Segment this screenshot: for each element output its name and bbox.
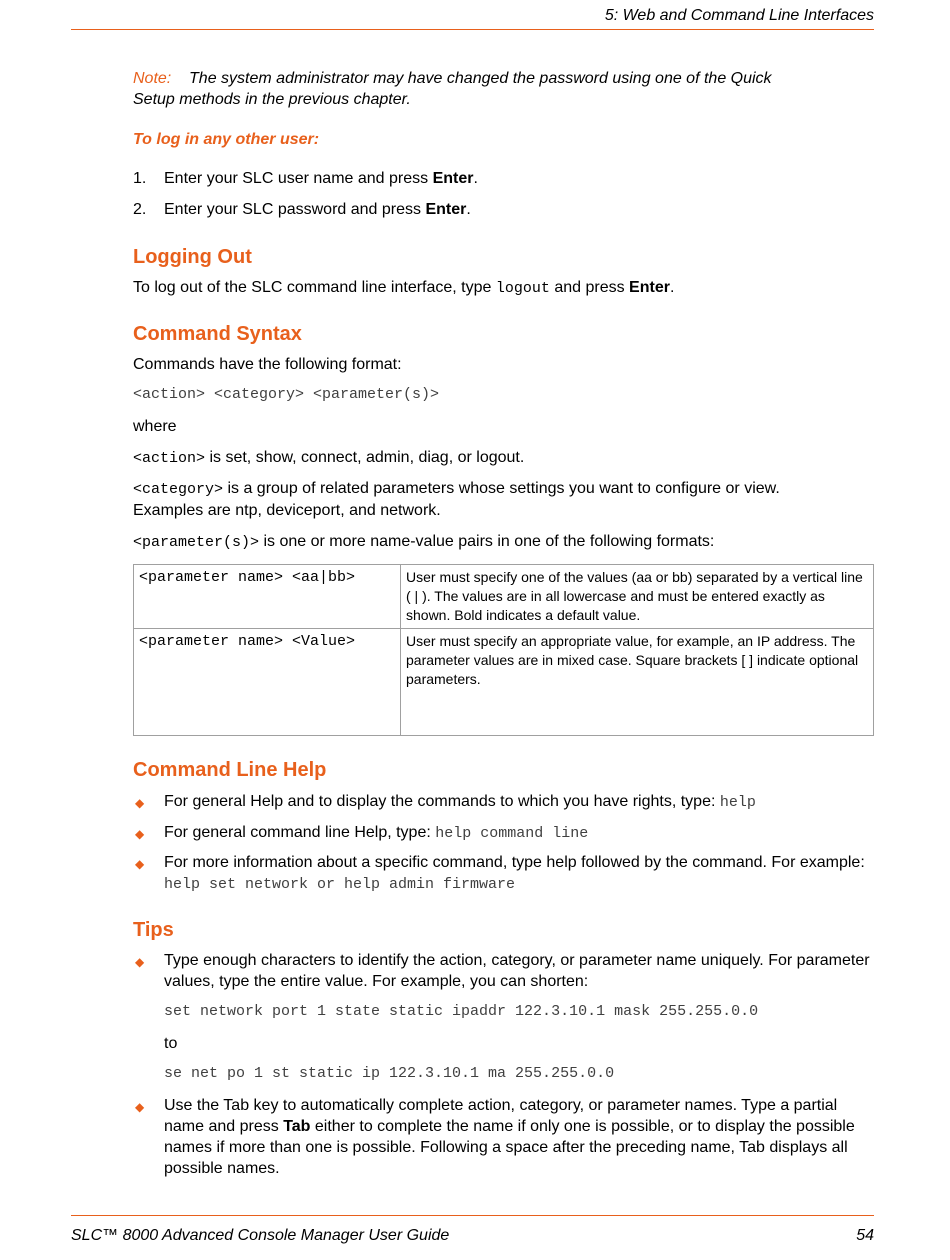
bullet-text: Type enough characters to identify the action, category, or parameter name uniquely. For parameter values, type the entire value. For example, you can shorten: [164,952,870,990]
action-definition [133,447,524,469]
bullet-code: help command line [435,825,589,842]
parameter-text: is one or more name-value pairs in one of the following formats: [259,533,715,550]
diamond-bullet-icon: ◆ [135,1100,145,1114]
category-definition [133,478,853,521]
syntax-format: <action> <category> <parameter(s)> [133,386,440,403]
help-bullet-3 [133,852,874,895]
step-key: Enter [425,201,467,218]
table-row [134,565,874,629]
syntax-where: where [133,418,177,435]
help-bullet-1 [133,791,874,813]
step-end: . [466,201,471,218]
syntax-intro: Commands have the following format: [133,356,402,373]
help-bullet-2 [133,822,874,844]
bullet-code: help set network or help admin firmware [164,876,516,893]
bullet-key: Tab [283,1118,311,1135]
table-cell-format: <parameter name> <Value> [134,629,401,736]
note-label: Note: [133,70,172,87]
bullet-text-end: either to complete the name if only one is possible, or to display the possible names if more than one is possible. Following a space after the preceding name, Tab displays all possible names. [164,1118,855,1177]
step-text: Enter your SLC user name and press [164,170,433,187]
logout-text-end: . [669,279,675,296]
tips-heading: Tips [133,919,174,941]
command-line-help-heading: Command Line Help [133,759,327,781]
category-code: <category> [133,481,224,498]
long-command-example: set network port 1 state static ipaddr 122.3.10.1 mask 255.255.0.0 [164,1003,759,1020]
table-row [134,629,874,736]
parameter-definition [133,531,714,553]
running-header: 5: Web and Command Line Interfaces [604,7,874,24]
diamond-bullet-icon: ◆ [135,827,145,841]
bullet-text: Use the Tab key to automatically complete action, category, or parameter names. Type a partial name and press [164,1097,838,1135]
note-paragraph [133,68,813,110]
logout-text-mid: and press [549,279,630,296]
table-cell-description: User must specify an appropriate value, for example, an IP address. The parameter values are in mixed case. Square brackets [ ] indicate optional parameters. [401,629,874,736]
diamond-bullet-icon: ◆ [135,796,145,810]
step-number: 1. [133,170,147,187]
logout-command: logout [495,280,550,297]
short-command-example: se net po 1 st static ip 122.3.10.1 ma 255.255.0.0 [164,1065,615,1082]
login-step-2 [133,201,471,219]
bullet-text: For general command line Help, type: [164,824,436,841]
tips-bullet-1 [133,950,874,992]
tips-bullet-2 [133,1095,874,1179]
page-number: 54 [856,1227,874,1244]
action-code: <action> [133,450,206,467]
step-key: Enter [432,170,474,187]
diamond-bullet-icon: ◆ [135,955,145,969]
parameter-code: <parameter(s)> [133,534,260,551]
logging-out-heading: Logging Out [133,246,252,268]
category-text: is a group of related parameters whose settings you want to configure or view. Examples are ntp, deviceport, and network. [133,480,780,519]
bullet-text: For more information about a specific command, type help followed by the command. For example: [164,854,865,871]
step-text: Enter your SLC password and press [164,201,426,218]
bullet-text: For general Help and to display the commands to which you have rights, type: [164,793,720,810]
parameter-format-table [133,564,874,736]
bullet-code: help [719,794,756,811]
command-syntax-heading: Command Syntax [133,323,302,345]
table-cell-format: <parameter name> <aa|bb> [134,565,401,629]
logging-out-paragraph [133,277,674,299]
table-cell-description: User must specify one of the values (aa or bb) separated by a vertical line ( | ). The values are in all lowercase and must be entered exactly as shown. Bold indicates a default value. [401,565,874,629]
login-step-1 [133,170,478,188]
note-text: The system administrator may have changed the password using one of the Quick Setup methods in the previous chapter. [133,70,772,108]
logout-key: Enter [629,279,670,296]
action-text: is set, show, connect, admin, diag, or logout. [205,449,525,466]
step-number: 2. [133,201,147,218]
header-rule [71,29,874,30]
diamond-bullet-icon: ◆ [135,857,145,871]
to-word: to [164,1035,178,1052]
logout-text: To log out of the SLC command line interface, type [133,279,496,296]
step-end: . [473,170,478,187]
procedure-heading: To log in any other user: [133,131,320,148]
footer-title: SLC™ 8000 Advanced Console Manager User Guide [71,1227,450,1244]
footer-rule [71,1215,874,1216]
